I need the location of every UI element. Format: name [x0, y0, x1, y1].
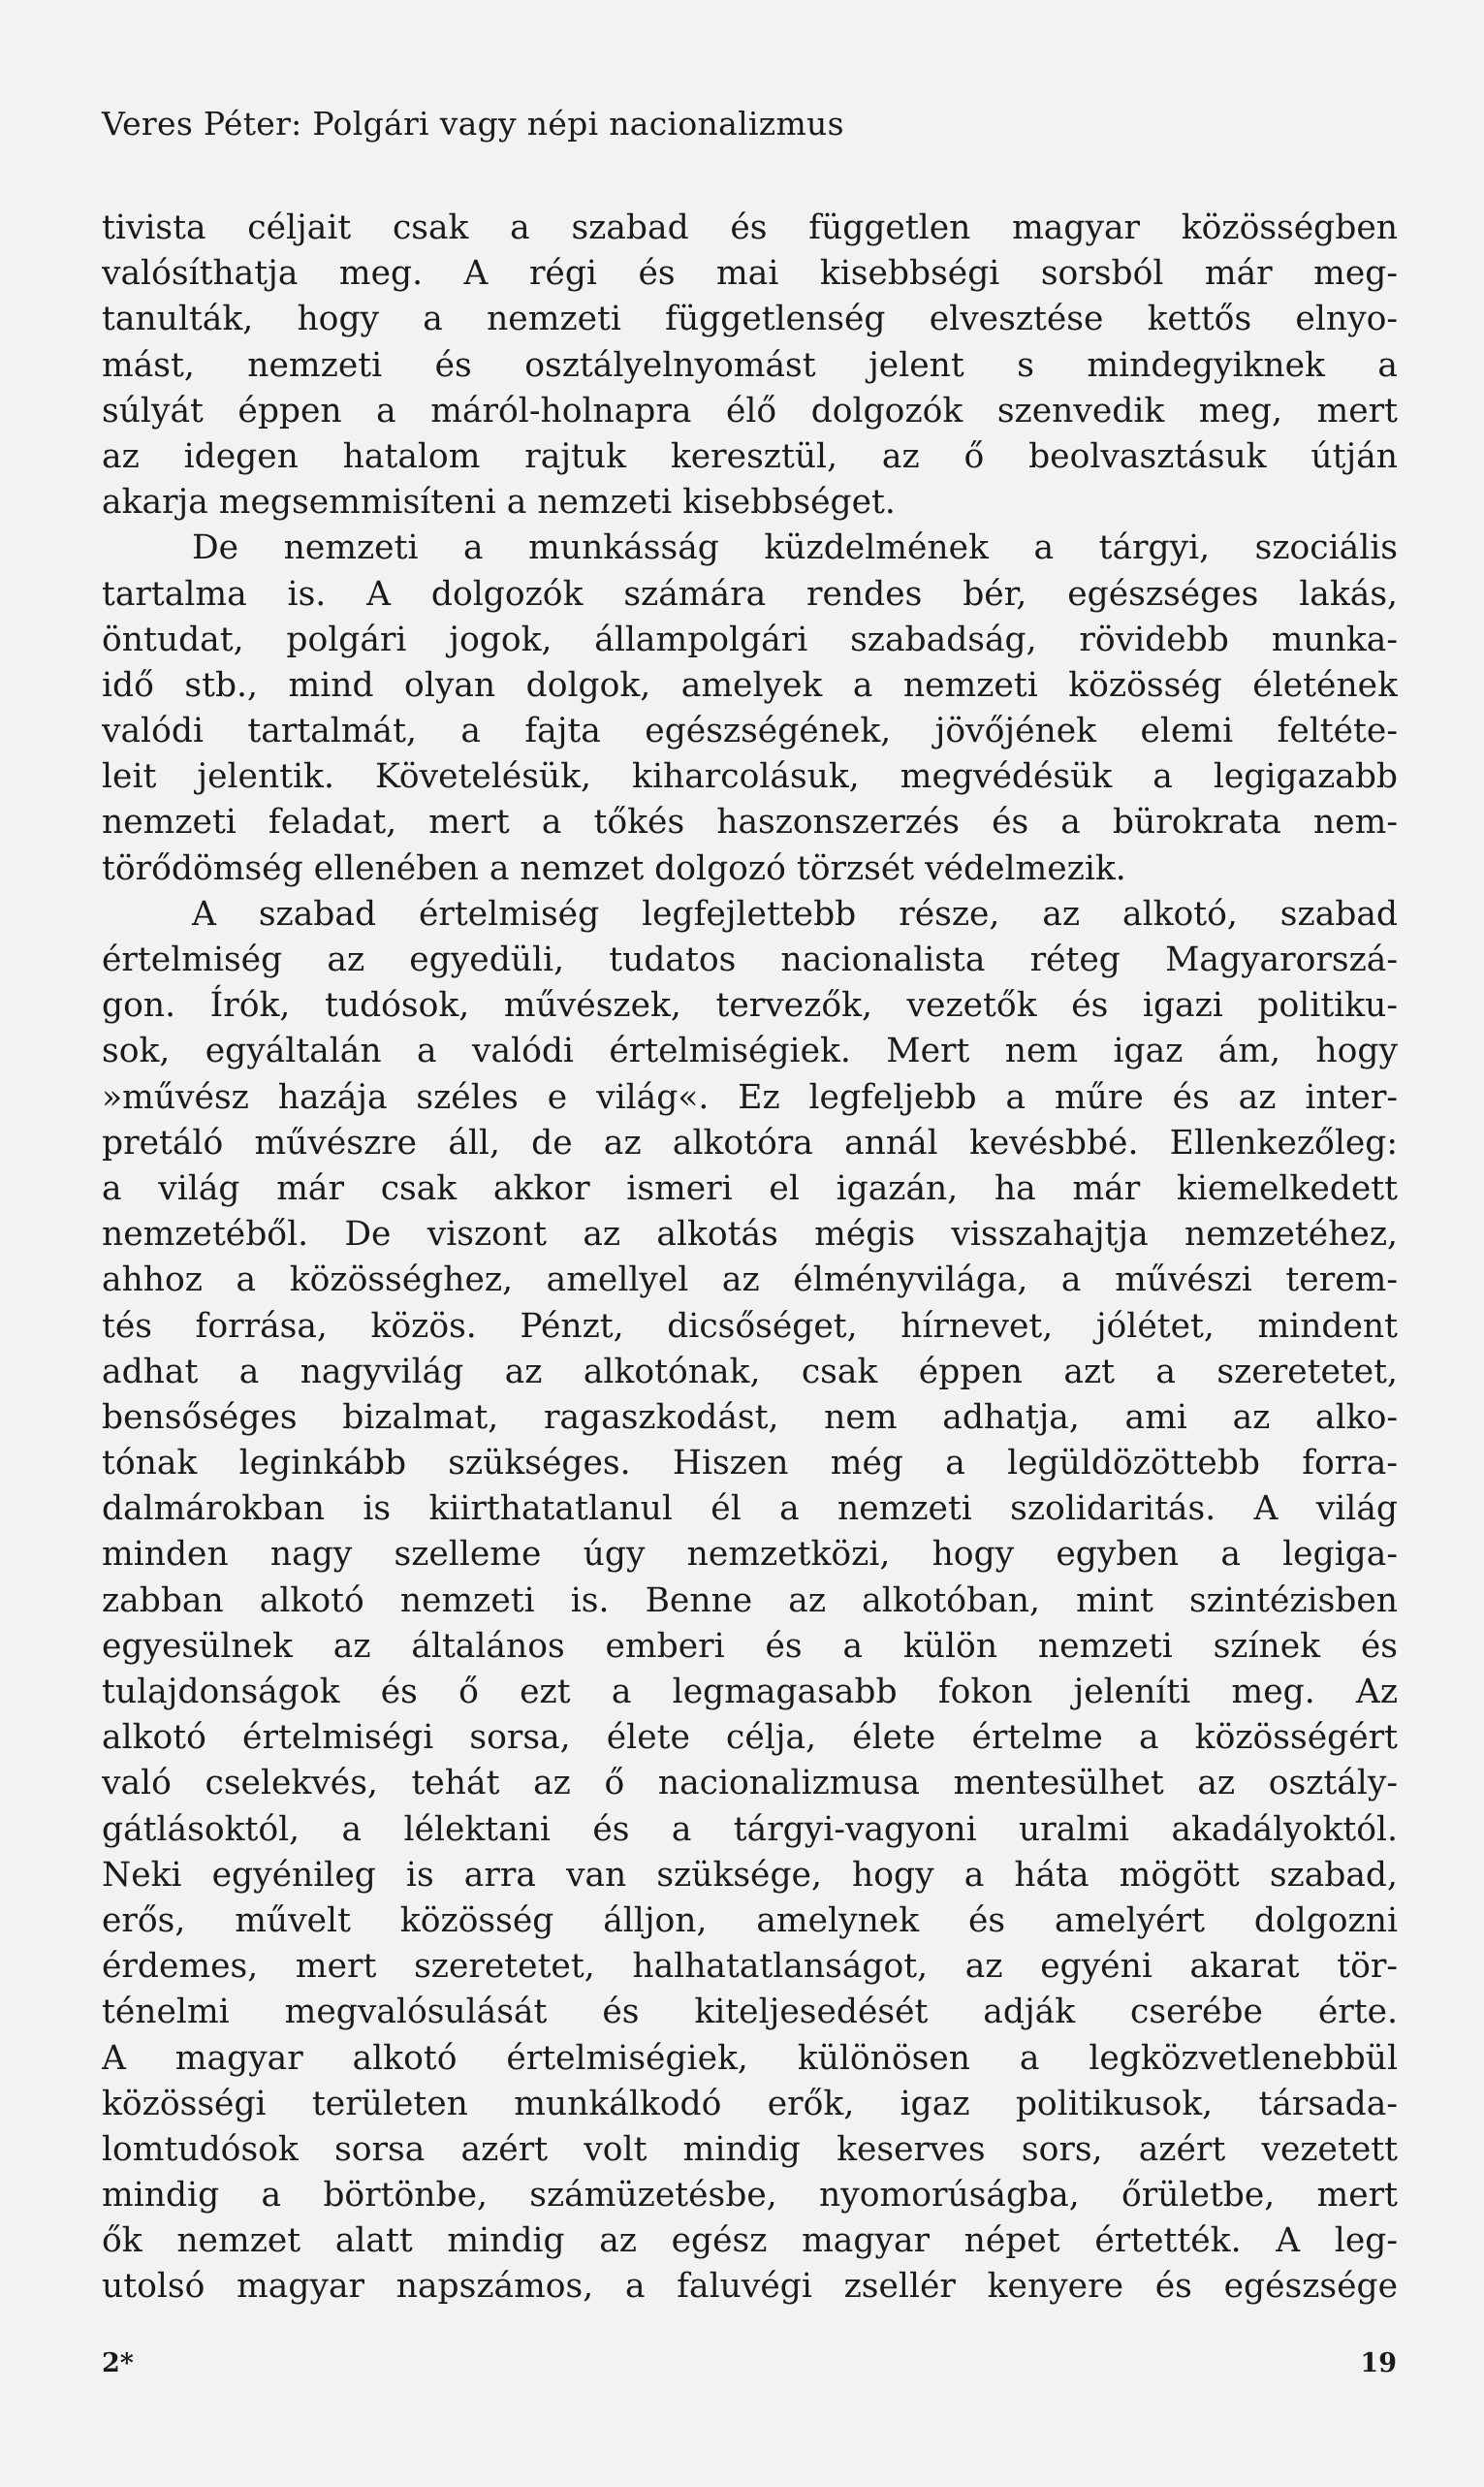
- text-line: »művész hazája széles e világ«. Ez legfeljebb a műre és az inter-: [102, 1077, 1398, 1117]
- text-line: leit jelentik. Követelésük, kiharcolásuk, megvédésük a legigazabb: [102, 757, 1398, 797]
- text-line: ténelmi megvalósulását és kiteljesedését adják cserébe érte.: [102, 1993, 1398, 2032]
- text-line: zabban alkotó nemzeti is. Benne az alkotóban, mint szintézisben: [102, 1580, 1398, 1620]
- text-line: tivista céljait csak a szabad és független magyar közösségben: [102, 208, 1398, 247]
- text-line: utolsó magyar napszámos, a faluvégi zsellér kenyere és egészsége: [102, 2267, 1398, 2307]
- text-line: tartalma is. A dolgozók számára rendes bér, egészséges lakás,: [102, 574, 1398, 614]
- text-line: tulajdonságok és ő ezt a legmagasabb fokon jeleníti meg. Az: [102, 1673, 1398, 1711]
- text-line: A szabad értelmiség legfejlettebb része, az alkotó, szabad: [192, 894, 1398, 934]
- text-line: gátlásoktól, a lélektani és a tárgyi-vagyoni uralmi akadályoktól.: [102, 1809, 1398, 1849]
- text-line: valódi tartalmát, a fajta egészségének, jövőjének elemi feltéte-: [102, 712, 1398, 751]
- text-line: tanulták, hogy a nemzeti függetlenség elvesztése kettős elnyo-: [102, 300, 1398, 339]
- text-line: dalmárokban is kiirthatatlanul él a nemzeti szolidaritás. A világ: [102, 1489, 1398, 1529]
- text-line: ők nemzet alatt mindig az egész magyar népet értették. A leg-: [102, 2221, 1398, 2261]
- text-line: értelmiség az egyedüli, tudatos nacionalista réteg Magyarorszá-: [102, 941, 1398, 979]
- text-line: adhat a nagyvilág az alkotónak, csak éppen azt a szeretetet,: [102, 1352, 1398, 1391]
- text-line: súlyát éppen a máról-holnapra élő dolgozók szenvedik meg, mert: [102, 391, 1398, 430]
- text-line: bensőséges bizalmat, ragaszkodást, nem adhatja, ami az alko-: [102, 1397, 1398, 1437]
- text-line: valósíthatja meg. A régi és mai kisebbségi sorsból már meg-: [102, 254, 1398, 294]
- text-line: nemzetéből. De viszont az alkotás mégis visszahajtja nemzetéhez,: [102, 1215, 1398, 1255]
- signature-mark: 2*: [102, 2348, 134, 2378]
- text-line: közösségi területen munkálkodó erők, igaz politikusok, társada-: [102, 2084, 1398, 2123]
- text-line: ahhoz a közösséghez, amellyel az élményvilága, a művészi terem-: [102, 1260, 1398, 1300]
- running-head: Veres Péter: Polgári vagy népi nacionalizmus: [102, 105, 844, 143]
- text-line: pretáló művészre áll, de az alkotóra annál kevésbbé. Ellenkezőleg:: [102, 1123, 1398, 1163]
- text-line: az idegen hatalom rajtuk keresztül, az ő beolvasztásuk útján: [102, 436, 1398, 476]
- text-line: idő stb., mind olyan dolgok, amelyek a nemzeti közösség életének: [102, 665, 1398, 705]
- text-line: nemzeti feladat, mert a tőkés haszonszerzés és a bürokrata nem-: [102, 803, 1398, 843]
- text-line: lomtudósok sorsa azért volt mindig keserves sors, azért vezetett: [102, 2129, 1398, 2169]
- text-line: sok, egyáltalán a valódi értelmiségiek. Mert nem igaz ám, hogy: [102, 1032, 1398, 1071]
- text-line: tónak leginkább szükséges. Hiszen még a legüldözöttebb forra-: [102, 1444, 1398, 1483]
- text-line: törődömség ellenében a nemzet dolgozó törzsét védelmezik.: [102, 848, 1126, 888]
- page-number: 19: [1360, 2348, 1397, 2378]
- text-line: gon. Írók, tudósok, művészek, tervezők, vezetők és igazi politiku-: [102, 986, 1398, 1026]
- text-line: egyesülnek az általános emberi és a külön nemzeti színek és: [102, 1626, 1398, 1666]
- text-line: alkotó értelmiségi sorsa, élete célja, élete értelme a közösségért: [102, 1718, 1398, 1758]
- text-line: De nemzeti a munkásság küzdelmének a tárgyi, szociális: [192, 528, 1398, 568]
- text-line: mást, nemzeti és osztályelnyomást jelent s mindegyiknek a: [102, 345, 1398, 385]
- body-text: [102, 206, 1398, 2311]
- text-line: tés forrása, közös. Pénzt, dicsőséget, hírnevet, jólétet, mindent: [102, 1306, 1398, 1346]
- text-line: mindig a börtönbe, számüzetésbe, nyomorúságba, őrületbe, mert: [102, 2176, 1398, 2216]
- text-line: erős, művelt közösség álljon, amelynek és amelyért dolgozni: [102, 1900, 1398, 1940]
- text-line: minden nagy szelleme úgy nemzetközi, hogy egyben a legiga-: [102, 1535, 1398, 1575]
- text-line: való cselekvés, tehát az ő nacionalizmusa mentesülhet az osztály-: [102, 1764, 1398, 1803]
- text-line: öntudat, polgári jogok, állampolgári szabadság, rövidebb munka-: [102, 620, 1398, 659]
- text-line: a világ már csak akkor ismeri el igazán, ha már kiemelkedett: [102, 1168, 1398, 1208]
- text-line: érdemes, mert szeretetet, halhatatlanságot, az egyéni akarat tör-: [102, 1947, 1398, 1987]
- text-line: akarja megsemmisíteni a nemzeti kisebbséget.: [102, 483, 896, 523]
- text-line: Neki egyénileg is arra van szüksége, hogy a háta mögött szabad,: [102, 1855, 1398, 1895]
- text-line: A magyar alkotó értelmiségiek, különösen a legközvetlenebbül: [102, 2038, 1398, 2078]
